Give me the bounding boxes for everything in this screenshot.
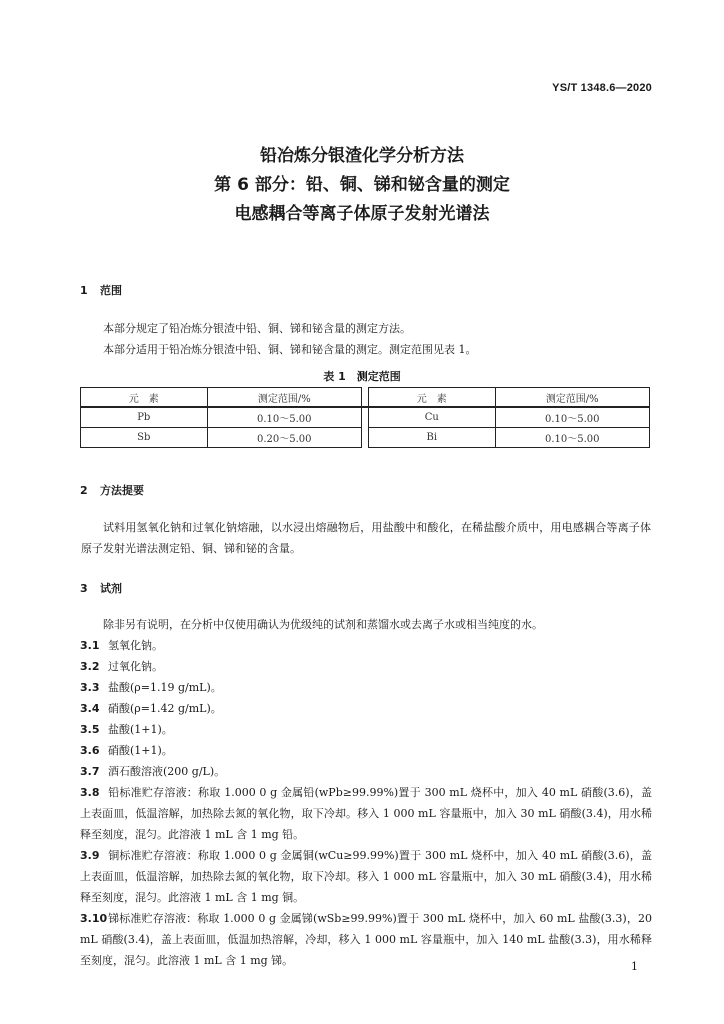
title-line-2: 第 6 部分：铅、铜、锑和铋含量的测定	[214, 175, 510, 195]
table-cell: Sb	[81, 428, 208, 448]
item-number: 3.3	[80, 681, 100, 694]
section-1-paragraph-1: 本部分规定了铅冶炼分银渣中铅、铜、锑和铋含量的测定方法。	[103, 322, 411, 335]
item-text: 酒石酸溶液(200 g/L)。	[108, 765, 226, 778]
reagent-item	[80, 635, 652, 656]
section-3-heading	[80, 580, 122, 596]
table-cell: Cu	[368, 407, 495, 428]
table-row	[81, 407, 650, 428]
item-number: 3.4	[80, 702, 100, 715]
table-cell: 0.10～5.00	[207, 407, 361, 428]
item-number: 3.2	[80, 660, 100, 673]
reagent-item	[80, 719, 652, 740]
table-header-cell: 测定范围/%	[495, 388, 649, 408]
table-cell: Pb	[81, 407, 208, 428]
section-3-intro: 除非另有说明，在分析中仅使用确认为优级纯的试剂和蒸馏水或去离子水或相当纯度的水。	[103, 618, 543, 631]
item-number: 3.7	[80, 765, 100, 778]
table-gap	[362, 428, 369, 448]
item-number: 3.1	[80, 639, 100, 652]
table-cell: 0.20～5.00	[207, 428, 361, 448]
section-1-heading	[80, 282, 122, 298]
item-text: 过氧化钠。	[108, 660, 163, 673]
table-cell: 0.10～5.00	[495, 428, 649, 448]
item-number: 3.6	[80, 744, 100, 757]
table-gap	[362, 388, 369, 408]
item-text: 铅标准贮存溶液：称取 1.000 0 g 金属铅(wPb≥99.99%)置于 300 mL 烧杯中，加入 40 mL 硝酸(3.6)，盖上表面皿，低温溶解，加热除去氮的氧化物，取下冷却。移入 1 000 mL 容量瓶中，加入 30 mL 硝酸(3.4)，用水稀释至刻度，混匀。此溶液 1 mL 含 1 mg 铅。	[80, 786, 652, 841]
item-number: 3.10	[80, 912, 108, 925]
reagent-item	[80, 740, 652, 761]
reagent-item	[80, 761, 652, 782]
title-line-1: 铅冶炼分银渣化学分析方法	[260, 146, 464, 166]
section-2-paragraph: 试料用氢氧化钠和过氧化钠熔融，以水浸出熔融物后，用盐酸中和酸化，在稀盐酸介质中，用电感耦合等离子体原子发射光谱法测定铅、铜、锑和铋的含量。	[81, 521, 651, 555]
item-text: 盐酸(ρ=1.19 g/mL)。	[108, 681, 222, 694]
reagent-item	[80, 908, 652, 971]
item-number: 3.8	[80, 786, 100, 799]
table-cell: 0.10～5.00	[495, 407, 649, 428]
table-caption: 表 1 测定范围	[323, 370, 401, 383]
item-text: 铜标准贮存溶液：称取 1.000 0 g 金属铜(wCu≥99.99%)置于 300 mL 烧杯中，加入 40 mL 硝酸(3.6)，盖上表面皿，低温溶解，加热除去氮的氧化物，取下冷却。移入 1 000 mL 容量瓶中，加入 30 mL 硝酸(3.4)，用水稀释至刻度，混匀。此溶液 1 mL 含 1 mg 铜。	[80, 849, 652, 904]
section-title: 试剂	[100, 582, 122, 595]
section-number: 3	[80, 582, 88, 595]
section-title: 范围	[100, 284, 122, 297]
item-text: 硝酸(1+1)。	[108, 744, 173, 757]
title-line-3: 电感耦合等离子体原子发射光谱法	[234, 204, 490, 224]
table-gap	[362, 407, 369, 428]
item-text: 锑标准贮存溶液：称取 1.000 0 g 金属锑(wSb≥99.99%)置于 300 mL 烧杯中，加入 60 mL 盐酸(3.3)，20 mL 硝酸(3.4)，盖上表面皿，低温加热溶解，冷却，移入 1 000 mL 容量瓶中，加入 140 mL 盐酸(3.3)，用水稀释至刻度，混匀。此溶液 1 mL 含 1 mg 锑。	[80, 912, 652, 967]
section-number: 2	[80, 484, 88, 497]
item-number: 3.9	[80, 849, 100, 862]
reagent-item	[80, 677, 652, 698]
range-table	[80, 387, 650, 448]
standard-code: YS/T 1348.6—2020	[552, 82, 652, 94]
table-header-cell: 元 素	[368, 388, 495, 408]
item-number: 3.5	[80, 723, 100, 736]
reagent-item	[80, 845, 652, 908]
item-text: 盐酸(1+1)。	[108, 723, 173, 736]
section-1-paragraph-2: 本部分适用于铅冶炼分银渣中铅、铜、锑和铋含量的测定。测定范围见表 1。	[103, 343, 477, 356]
table-header-cell: 元 素	[81, 388, 208, 408]
reagent-item	[80, 698, 652, 719]
reagent-list	[80, 635, 652, 971]
item-text: 硝酸(ρ=1.42 g/mL)。	[108, 702, 222, 715]
reagent-item	[80, 782, 652, 845]
reagent-item	[80, 656, 652, 677]
table-header-cell: 测定范围/%	[207, 388, 361, 408]
item-text: 氢氧化钠。	[108, 639, 163, 652]
page-number: 1	[631, 960, 638, 973]
section-number: 1	[80, 284, 88, 297]
section-2-heading	[80, 482, 144, 498]
section-title: 方法提要	[100, 484, 144, 497]
table-row	[81, 428, 650, 448]
table-cell: Bi	[368, 428, 495, 448]
document-title	[0, 142, 724, 229]
table-header-row	[81, 388, 650, 408]
